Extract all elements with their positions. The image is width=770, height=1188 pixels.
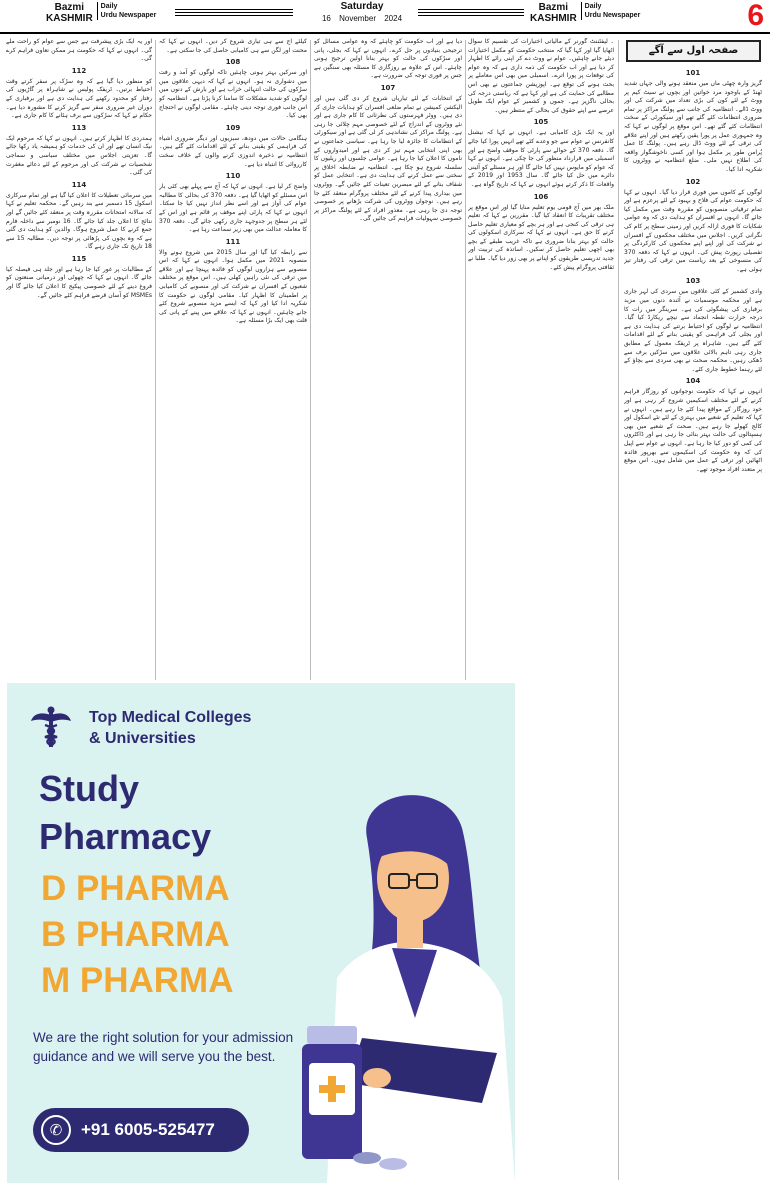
news-item-text: کے مطالبات پر غور کیا جا رہا ہے اور جلد ہی فیصلہ کیا جائے گا۔ انہوں نے کہا کہ چھوٹی اور درمیانی صنعتوں کو فروغ دینے کے لئے خصوصی پیکیج کا اعلان کیا جائے گا اور MSMEs کو آسان قرضے فراہم کئے جائیں گے۔ bbox=[6, 265, 152, 299]
brand-name-line1: Bazmi bbox=[54, 2, 85, 13]
ad-headline-line2: Pharmacy bbox=[39, 816, 212, 857]
news-item-text: ہنگامی حالات میں دودھ، سبزیوں اور دیگر ضروری اشیاء کی فراہمی کو یقینی بنانے کے لئے اقدامات کئے گئے ہیں۔ انتظامیہ نے ذخیرہ اندوزی کرنے والوں کے خلاف سخت کارروائی کا انتباہ دیا ہے۔ bbox=[159, 134, 307, 168]
brand-name bbox=[46, 2, 93, 24]
caduceus-icon bbox=[29, 705, 73, 749]
ad-headline bbox=[39, 765, 339, 861]
masthead bbox=[0, 0, 770, 34]
brand-name-line2: KASHMIR bbox=[530, 13, 577, 24]
news-item-text: کے انتخابات کے لئے تیاریاں شروع کر دی گئی ہیں اور الیکشن کمیشن نے تمام ضلعی افسران کو ہدایات جاری کر دی ہیں۔ ووٹر فہرستوں کی نظرثانی کا کام جاری ہے اور نئے ووٹروں کے اندراج کے لئے خصوصی مہم چلائی جا رہی ہے۔ پولنگ مراکز کی نشاندہی کر لی گئی ہے اور سیکورٹی کے انتظامات کا جائزہ لیا جا رہا ہے۔ سیاسی جماعتوں نے بھی اپنی انتخابی مہم تیز کر دی ہے اور امیدواروں کے ناموں کا اعلان کیا جا رہا ہے۔ عوامی جلسوں اور ریلیوں کا سلسلہ شروع ہو چکا ہے۔ انتظامیہ نے ضابطہ اخلاق پر سختی سے عمل کرنے کی ہدایت دی ہے۔ انتخابی عمل کو شفاف بنانے کے لئے مبصرین تعینات کئے جائیں گے۔ ووٹروں میں بیداری پیدا کرنے کے لئے مختلف پروگرام منعقد کئے جا رہے ہیں۔ نوجوان ووٹروں کی شرکت بڑھانے پر خصوصی توجہ دی جا رہی ہے۔ معذور افراد کے لئے پولنگ مراکز پر خصوصی سہولیات فراہم کی جائیں گی۔ bbox=[314, 94, 462, 223]
ad-phone-pill bbox=[33, 1108, 249, 1152]
brand-name-line2: KASHMIR bbox=[46, 13, 93, 24]
column-1 bbox=[624, 66, 762, 1184]
brand-sub-line1: Daily bbox=[584, 3, 602, 10]
news-item-text: دیا ہے اور اب حکومت کو چاہئے کہ وہ عوامی مسائل کو ترجیحی بنیادوں پر حل کرے۔ انہوں نے کہا کہ بجلی، پانی اور سڑکوں کی حالت کو بہتر بنانا اولین ترجیح ہونی چاہئے۔ اس کے علاوہ بے روزگاری کا مسئلہ بھی سنگین ہے جس پر فوری توجہ کی ضرورت ہے۔ bbox=[314, 38, 462, 80]
news-item-text: ۔ لیفٹننٹ گورنر کے مالیاتی اختیارات کی تقسیم کا سوال اٹھایا گیا اور کہا گیا کہ منتخب حکومت کو مکمل اختیارات دیئے جانے چاہئیں۔ عوام نے ووٹ دے کر اپنی رائے کا اظہار کر دیا ہے اور اب حکومت کی ذمہ داری ہے کہ وہ عوام کی توقعات پر پورا اترے۔ اسمبلی میں بھی اس معاملے پر بحث ہونے کی توقع ہے۔ اپوزیشن جماعتوں نے بھی اس مطالبے کی حمایت کی ہے اور کہا ہے کہ ریاستی درجہ کی بحالی ناگزیر ہے۔ جموں و کشمیر کے عوام ایک طویل عرصے سے اپنے حقوق کی بحالی کے منتظر ہیں۔ bbox=[468, 38, 614, 114]
ad-headline-line1: Study bbox=[39, 768, 140, 809]
news-item-number: 111 bbox=[225, 237, 241, 246]
date-label bbox=[300, 14, 424, 23]
brand-right bbox=[530, 2, 640, 24]
brand-left bbox=[46, 2, 156, 24]
ad-phone-number: +91 6005-525477 bbox=[81, 1120, 215, 1139]
column-divider bbox=[310, 40, 311, 680]
ad-brand-line2: & Universities bbox=[89, 730, 196, 747]
section-heading: صفحہ اول سے آگے bbox=[626, 40, 761, 62]
brand-sub-line1: Daily bbox=[100, 3, 118, 10]
news-item-number: 101 bbox=[685, 69, 701, 77]
news-item-text: ملک بھر میں آج قومی یوم تعلیم منایا گیا اور اس موقع پر مختلف تقریبات کا انعقاد کیا گیا۔ مقررین نے کہا کہ تعلیم ہی ترقی کی کنجی ہے اور ہر بچے کو معیاری تعلیم حاصل کرنے کا حق ہے۔ انہوں نے کہا کہ سرکاری اسکولوں کی حالت کو بہتر بنانا ضروری ہے تاکہ غریب طبقے کے بچے بھی اچھی تعلیم حاصل کر سکیں۔ اساتذہ کی تربیت اور جدید تدریسی طریقوں کو اپنانے پر بھی زور دیا گیا۔ طلبا نے ثقافتی پروگرام پیش کئے۔ bbox=[468, 203, 614, 271]
masthead-rule-right bbox=[418, 9, 524, 19]
dateline bbox=[300, 1, 424, 23]
masthead-rule-left bbox=[175, 9, 293, 19]
news-item-text: میں سرمائی تعطیلات کا اعلان کیا گیا ہے اور تمام سرکاری اسکول 15 دسمبر سے بند رہیں گے۔ محکمہ تعلیم نے کہا کہ سالانہ امتحانات مقررہ وقت پر منعقد کئے جائیں گے اور نتائج کا اعلان جلد کیا جائے گا۔ 16 نومبر سے داخلہ فارم جمع کرنے کا عمل شروع ہوگا۔ والدین کو ہدایت دی گئی ہے کہ وہ بچوں کی پڑھائی پر توجہ دیں۔ مطالبہ 15 سے 18 تاریخ تک جاری رہے گا۔ bbox=[6, 191, 152, 251]
news-item-number: 110 bbox=[225, 172, 241, 181]
news-item-number: 109 bbox=[225, 123, 241, 132]
ad-brand bbox=[89, 707, 309, 749]
news-item-text: اور یہ ایک بڑی کامیابی ہے۔ انہوں نے کہا کہ نیشنل کانفرنس نے عوام سے جو وعدے کئے تھے انہیں پورا کیا جائے گا۔ دفعہ 370 کے حوالے سے پارٹی کا موقف واضح ہے اور اسمبلی میں قرارداد منظور کی جا چکی ہے۔ انہوں نے کہا کہ عوام کو مایوس نہیں کیا جائے گا اور ہر مسئلے کو آئینی دائرے میں حل کیا جائے گا۔ سال 1953 اور 2019 کے واقعات کا ذکر کرتے ہوئے انہوں نے کہا کہ تاریخ گواہ ہے۔ bbox=[468, 129, 614, 188]
news-item-text: کو منظور دیا گیا ہے کہ وہ سڑک پر سفر کرتے وقت احتیاط برتیں۔ ٹریفک پولیس نے شاہراہ پر گاڑیوں کی رفتار کو محدود رکھنے کی ہدایت دی ہے اور برفباری کے دوران غیر ضروری سفر سے گریز کرنے کا مشورہ دیا ہے۔ حکام نے کہا کہ سڑکوں سے برف ہٹانے کا کام جاری ہے۔ bbox=[6, 77, 152, 120]
news-item-number: 112 bbox=[71, 66, 87, 75]
news-item-text: اور یہ ایک بڑی پیشرفت ہے جس سے عوام کو راحت ملے گی۔ انہوں نے کہا کہ حکومت ہر ممکن تعاون فراہم کرے گی۔ bbox=[6, 38, 152, 63]
pharmacist-illustration bbox=[297, 778, 515, 1183]
column-4 bbox=[159, 38, 307, 678]
ad-body-text: We are the right solution for your admission guidance and we will serve you the best. bbox=[33, 1030, 294, 1064]
date-year: 2024 bbox=[384, 14, 403, 23]
news-item-text: انہوں نے کہا کہ حکومت نوجوانوں کو روزگار فراہم کرنے کے لئے مختلف اسکیمیں شروع کر رہی ہے اور خود روزگار کے مواقع پیدا کئے جا رہے ہیں۔ انہوں نے کہا کہ تعلیم کے شعبے میں بہتری کے لئے نئے اسکول اور کالج کھولے جا رہے ہیں۔ صحت کے شعبے میں بھی ہسپتالوں کی حالت بہتر بنائی جا رہی ہے اور ڈاکٹروں کی کمی کو دور کیا جا رہا ہے۔ انہوں نے عوام سے اپیل کی کہ وہ حکومت کی اسکیموں سے بھرپور فائدہ اٹھائیں اور ترقی کے عمل میں شامل ہوں۔ اس موقع پر متعدد افراد موجود تھے۔ bbox=[624, 388, 762, 473]
ad-course-d-pharma: D PHARMA bbox=[41, 869, 230, 908]
news-item-text: واضح کر لیا ہے۔ انہوں نے کہا کہ آج سے پہلے بھی کئی بار اس مسئلے کو اٹھایا گیا ہے۔ دفعہ 370 کی بحالی کا مطالبہ عوام کی آواز ہے اور اسے نظر انداز نہیں کیا جا سکتا۔ انہوں نے کہا کہ پارٹی اپنے موقف پر قائم ہے اور اس کے لئے ہر سطح پر جدوجہد جاری رکھی جائے گی۔ دفعہ 370 کا معاملہ عدالت میں بھی زیر سماعت رہا ہے۔ bbox=[159, 183, 307, 234]
news-item-text: سے رابطہ کیا گیا اور سال 2015 میں شروع ہونے والا منصوبہ 2021 میں مکمل ہوا۔ انہوں نے کہا کہ اس منصوبے سے ہزاروں لوگوں کو فائدہ پہنچا ہے اور علاقے میں ترقی کی نئی راہیں کھلی ہیں۔ اس موقع پر مختلف شعبوں کے افسران نے شرکت کی اور منصوبے کی کامیابی پر اطمینان کا اظہار کیا۔ مقامی لوگوں نے حکومت کا شکریہ ادا کیا اور کہا کہ ایسے مزید منصوبے شروع کئے جانے چاہئیں۔ انہوں نے کہا کہ علاقے میں پینے کے پانی کی قلت بھی ایک بڑا مسئلہ ہے۔ bbox=[159, 248, 307, 325]
news-item-text: اور سرکیں بہتر ہونی چاہئیں تاکہ لوگوں کو آمد و رفت میں دشواری نہ ہو۔ انہوں نے کہا کہ دیہی علاقوں میں سڑکوں کی حالت انتہائی خراب ہے اور بارش کے دنوں میں لوگوں کو شدید مشکلات کا سامنا کرنا پڑتا ہے۔ انتظامیہ کو اس جانب فوری توجہ دینی چاہئے۔ مقامی لوگوں نے احتجاج بھی کیا۔ bbox=[159, 69, 307, 120]
news-item-number: 107 bbox=[380, 83, 396, 92]
day-label: Saturday bbox=[340, 1, 384, 12]
news-item-number: 103 bbox=[685, 277, 701, 286]
page-number: 6 bbox=[747, 0, 764, 32]
brand-sub-line2: Urdu Newspaper bbox=[584, 12, 641, 19]
column-divider bbox=[618, 40, 619, 1180]
brand-name bbox=[530, 2, 577, 24]
news-item-number: 106 bbox=[533, 192, 549, 201]
ad-brand-line1: Top Medical Colleges bbox=[89, 709, 252, 726]
brand-sub-line2: Urdu Newspaper bbox=[100, 12, 157, 19]
brand-subtitle bbox=[581, 2, 641, 20]
column-divider bbox=[155, 40, 156, 680]
news-item-number: 108 bbox=[225, 58, 241, 67]
brand-name-line1: Bazmi bbox=[538, 2, 569, 13]
news-item-text: لوگوں کے کاموں میں فوری قرار دیا گیا۔ انہوں نے کہا کہ حکومت عوام کی فلاح و بہبود کے لئے پرعزم ہے اور تمام ترقیاتی منصوبوں کو مقررہ وقت میں مکمل کیا جائے گا۔ انہوں نے افسران کو ہدایت دی کہ وہ عوامی شکایات کا فوری ازالہ کریں اور زمینی سطح پر کام کی نگرانی کریں۔ اجلاس میں مختلف محکموں کے افسران نے شرکت کی اور اپنے اپنے محکموں کی کارکردگی پر تفصیلی رپورٹ پیش کی۔ انہوں نے کہا کہ دفعہ 370 کی منسوخی کے بعد ریاست میں ترقی کی رفتار تیز ہوئی ہے۔ bbox=[624, 188, 762, 273]
news-item-number: 102 bbox=[685, 177, 701, 186]
ad-course-m-pharma: M PHARMA bbox=[41, 961, 234, 1000]
news-item-text: ہمدردی کا اظہار کرتے ہیں۔ انہوں نے کہا کہ مرحوم ایک نیک انسان تھے اور ان کی خدمات کو ہمیشہ یاد رکھا جائے گا۔ تعزیتی اجلاس میں مختلف سیاسی و سماجی شخصیات نے شرکت کی اور مرحوم کے لئے دعائے مغفرت کی گئی۔ bbox=[6, 134, 152, 177]
news-item-number: 113 bbox=[71, 123, 87, 132]
column-5 bbox=[6, 38, 152, 678]
news-item-text: وادی کشمیر کے کئی علاقوں میں سردی کی لہر جاری ہے اور محکمہ موسمیات نے آئندہ دنوں میں مزید برفباری کی پیشگوئی کی ہے۔ سرینگر میں رات کا درجہ حرارت نقطہ انجماد سے نیچے ریکارڈ کیا گیا۔ انتظامیہ نے لوگوں کو احتیاط برتنے کی ہدایت دی ہے اور بجلی کی فراہمی کو یقینی بنانے کے لئے اقدامات کئے گئے ہیں۔ شاہراہ پر ٹریفک معمول کے مطابق جاری رہی تاہم بالائی علاقوں میں سڑکیں برف سے ڈھکی رہیں۔ محکمہ صحت نے بھی سردی سے بچاؤ کے لئے رہنما خطوط جاری کئے۔ bbox=[624, 288, 762, 373]
news-item-number: 115 bbox=[71, 254, 87, 263]
news-item-text: کیلئے آج سے ہی تیاری شروع کر دیں۔ انہوں نے کہا کہ محنت اور لگن سے ہی کامیابی حاصل کی جا سکتی ہے۔ bbox=[159, 38, 307, 54]
column-divider bbox=[465, 40, 466, 680]
date-day: 16 bbox=[321, 14, 331, 23]
pharmacy-advertisement bbox=[7, 683, 515, 1183]
ad-course-b-pharma: B PHARMA bbox=[41, 915, 230, 954]
news-item-text: گریز وارہ چھٹی ماں میں منعقد ہونے والی جہاں شدید ٹھنڈ کے باوجود مرد خواتین اور بچوں نے سیٹ کیم پر ووٹ کے لئے کون کی بڑی تعداد میں شرکت کی اور ووٹ ڈالے۔ انتظامیہ کی جانب سے پولنگ مراکز پر تمام ضروری انتظامات کئے گئے تھے اور سیکورٹی کے سخت انتظامات کئے گئے تھے۔ اس موقع پر لوگوں نے کہا کہ وہ جمہوری عمل پر پورا یقین رکھتے ہیں اور اپنے علاقے کی ترقی کے لئے ووٹ ڈال رہے ہیں۔ پولنگ کا عمل پُرامن طور پر مکمل ہوا اور کسی ناخوشگوار واقعہ کی اطلاع نہیں ملی۔ ضلع انتظامیہ نے ووٹروں کا شکریہ ادا کیا۔ bbox=[624, 80, 762, 173]
news-item-number: 104 bbox=[685, 377, 701, 386]
news-item-number: 114 bbox=[71, 180, 87, 189]
column-3 bbox=[314, 38, 462, 678]
date-month: November bbox=[339, 14, 376, 23]
brand-subtitle bbox=[97, 2, 157, 20]
news-item-number: 105 bbox=[533, 118, 549, 127]
phone-icon: ✆ bbox=[41, 1115, 71, 1145]
